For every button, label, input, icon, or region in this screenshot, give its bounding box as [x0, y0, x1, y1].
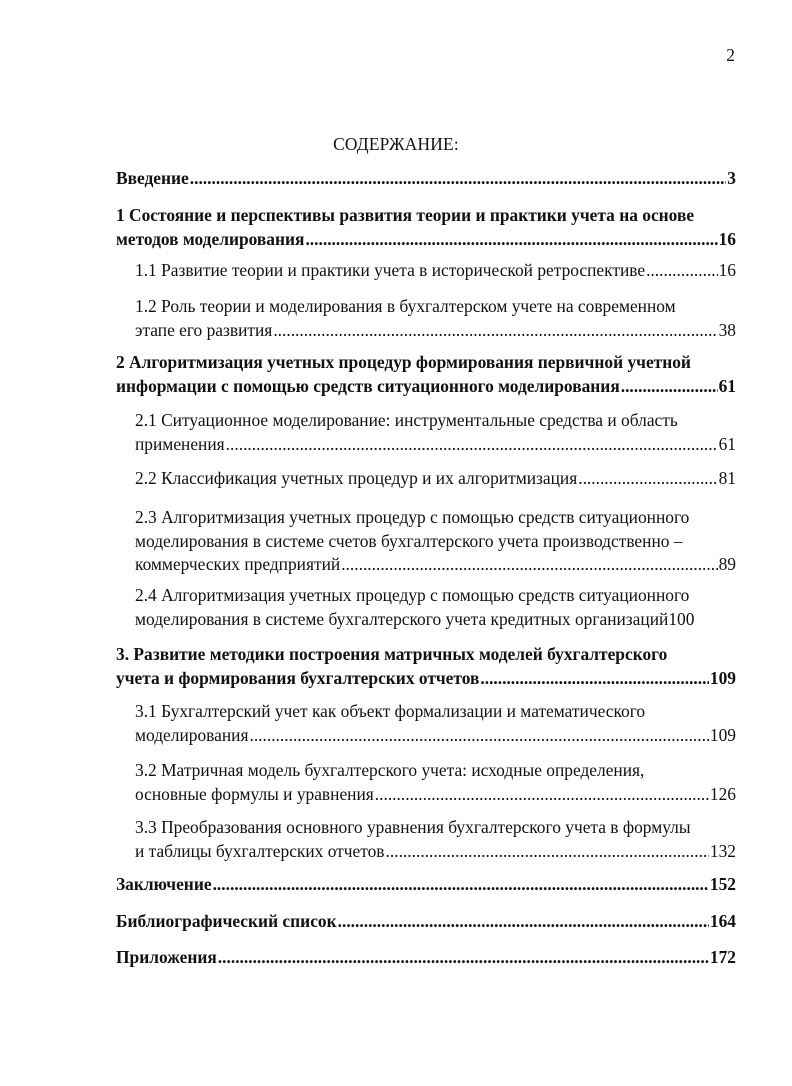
leader-dots — [305, 228, 717, 252]
leader-dots — [480, 667, 709, 691]
leader-dots — [578, 467, 717, 491]
toc-entry-chapter-2[interactable] — [116, 351, 736, 398]
toc-entry-text: учета и формирования бухгалтерских отчетов — [116, 667, 480, 688]
toc-entry-text: методов моделирования — [116, 228, 305, 249]
toc-entry-text: коммерческих предприятий — [135, 554, 341, 574]
leader-dots — [226, 433, 718, 457]
leader-dots — [341, 553, 717, 577]
toc-entry-section-2-3[interactable] — [135, 506, 736, 577]
toc-entry-section-2-4[interactable] — [135, 584, 736, 631]
toc-entry-introduction[interactable] — [116, 167, 736, 191]
toc-page-number: 3 — [727, 168, 736, 188]
toc-entry-text: информации с помощью средств ситуационного моделирования — [116, 375, 620, 396]
toc-entry-text: 3.1 Бухгалтерский учет как объект формализации и математического — [135, 701, 646, 721]
toc-entry-text: 1.2 Роль теории и моделирования в бухгалтерском учете на современном — [135, 296, 676, 316]
toc-entry-section-1-2[interactable] — [135, 295, 736, 342]
toc-page-number: 126 — [709, 783, 736, 804]
toc-page-number: 152 — [709, 874, 736, 894]
toc-entry-text: основные формулы и уравнения — [135, 783, 374, 804]
toc-entry-text: применения — [135, 433, 225, 454]
toc-entry-bibliography[interactable] — [116, 910, 736, 934]
toc-entry-text: Библиографический список — [116, 911, 337, 931]
toc-entry-chapter-1[interactable] — [116, 204, 736, 251]
toc-entry-appendices[interactable] — [116, 946, 736, 970]
toc-page-number: 38 — [718, 319, 736, 340]
leader-dots — [375, 783, 709, 807]
toc-entry-text: 2.3 Алгоритмизация учетных процедур с помощью средств ситуационного — [135, 507, 690, 527]
toc-entry-text: 2.1 Ситуационное моделирование: инструментальные средства и область — [135, 410, 678, 430]
toc-entry-text: 3. Развитие методики построения матричных моделей бухгалтерского — [116, 644, 668, 664]
toc-entry-text: моделирования — [135, 724, 249, 745]
toc-page-number: 109 — [709, 667, 736, 688]
toc-entry-text: моделирования в системе счетов бухгалтерского учета производственно – — [135, 530, 683, 551]
toc-entry-text: 1.1 Развитие теории и практики учета в исторической ретроспективе — [135, 260, 646, 280]
toc-page-number: 16 — [718, 228, 736, 249]
leader-dots — [386, 840, 709, 864]
leader-dots — [273, 319, 717, 343]
toc-entry-text: Введение — [116, 168, 189, 188]
toc-entry-text: 1 Состояние и перспективы развития теории и практики учета на основе — [116, 205, 695, 225]
leader-dots — [249, 724, 708, 748]
toc-page-number: 89 — [718, 554, 736, 574]
toc-page-number: 132 — [709, 840, 736, 861]
toc-entry-text: 3.3 Преобразования основного уравнения бухгалтерского учета в формулы — [135, 817, 691, 837]
toc-entry-text: моделирования в системе бухгалтерского учета кредитных организаций — [135, 608, 669, 629]
leader-dots — [218, 946, 709, 970]
toc-page-number: 100 — [668, 608, 695, 629]
toc-entry-text: Приложения — [116, 947, 217, 967]
toc-entry-text: 2.4 Алгоритмизация учетных процедур с помощью средств ситуационного — [135, 585, 690, 605]
leader-dots — [338, 910, 709, 934]
toc-page-number: 81 — [718, 468, 736, 488]
toc-entry-section-2-2[interactable] — [135, 467, 736, 491]
toc-page-number: 61 — [718, 375, 736, 396]
toc-page-number: 164 — [709, 911, 736, 931]
toc-entry-section-3-2[interactable] — [135, 759, 736, 806]
leader-dots — [213, 873, 709, 897]
toc-entry-text: этапе его развития — [135, 319, 273, 340]
page-title: СОДЕРЖАНИЕ: — [333, 134, 459, 154]
toc-entry-section-3-3[interactable] — [135, 816, 736, 863]
toc-entry-section-2-1[interactable] — [135, 409, 736, 456]
toc-page-number: 109 — [709, 724, 736, 745]
toc-entry-conclusion[interactable] — [116, 873, 736, 897]
toc-entry-text: и таблицы бухгалтерских отчетов — [135, 840, 385, 861]
page-number: 2 — [726, 45, 735, 65]
toc-page-number: 172 — [709, 947, 736, 967]
toc-page-number: 61 — [718, 433, 736, 454]
toc-entry-text: 3.2 Матричная модель бухгалтерского учета: исходные определения, — [135, 760, 645, 780]
toc-entry-text: 2.2 Классификация учетных процедур и их алгоритмизация — [135, 468, 578, 488]
toc-entry-chapter-3[interactable] — [116, 643, 736, 690]
leader-dots — [646, 259, 718, 283]
toc-entry-section-3-1[interactable] — [135, 700, 736, 747]
toc-entry-section-1-1[interactable] — [135, 259, 736, 283]
toc-page-number: 16 — [718, 260, 736, 280]
leader-dots — [190, 167, 727, 191]
toc-entry-text: Заключение — [116, 874, 212, 894]
leader-dots — [621, 375, 718, 399]
toc-entry-text: 2 Алгоритмизация учетных процедур формирования первичной учетной — [116, 352, 691, 372]
